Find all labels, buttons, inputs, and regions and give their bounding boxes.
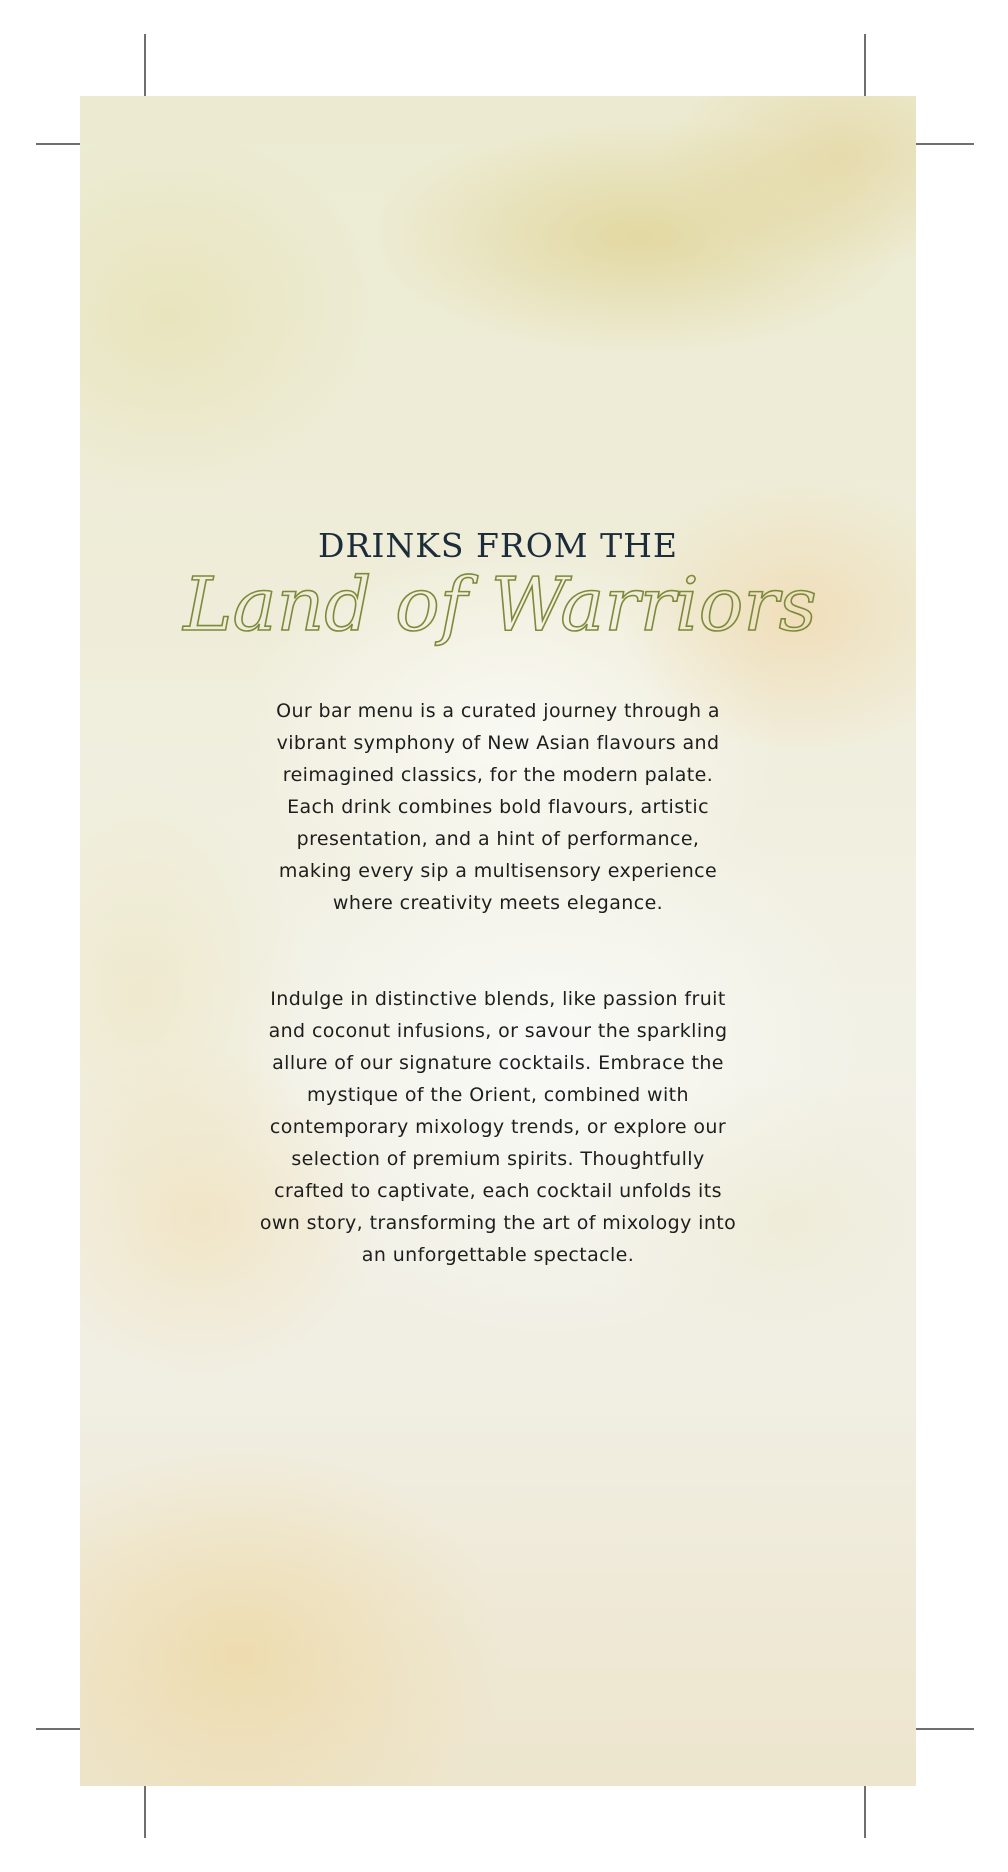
script-heading xyxy=(183,560,817,670)
description-paragraph: Indulge in distinctive blends, like passion fruit and coconut infusions, or savour the sparkling allure of our signature cocktails. Embrace the mystique of the Orient, combined with contemporary mixology trends, or explore our selection of premium spirits. Thoughtfully crafted to captivate, each cocktail unfolds its own story, transforming the art of mixology into an unforgettable spectacle. xyxy=(259,988,737,1266)
menu-heading: DRINKS FROM THE xyxy=(318,526,678,565)
intro-paragraph: Our bar menu is a curated journey through a vibrant symphony of New Asian flavours and reimagined classics, for the modern palate. Each drink combines bold flavours, artistic presentation, and a hint of performance, making every sip a multisensory experience where creativity meets elegance. xyxy=(276,700,720,914)
menu-panel xyxy=(80,96,916,1786)
script-heading-text: Land of Warriors xyxy=(183,562,817,648)
